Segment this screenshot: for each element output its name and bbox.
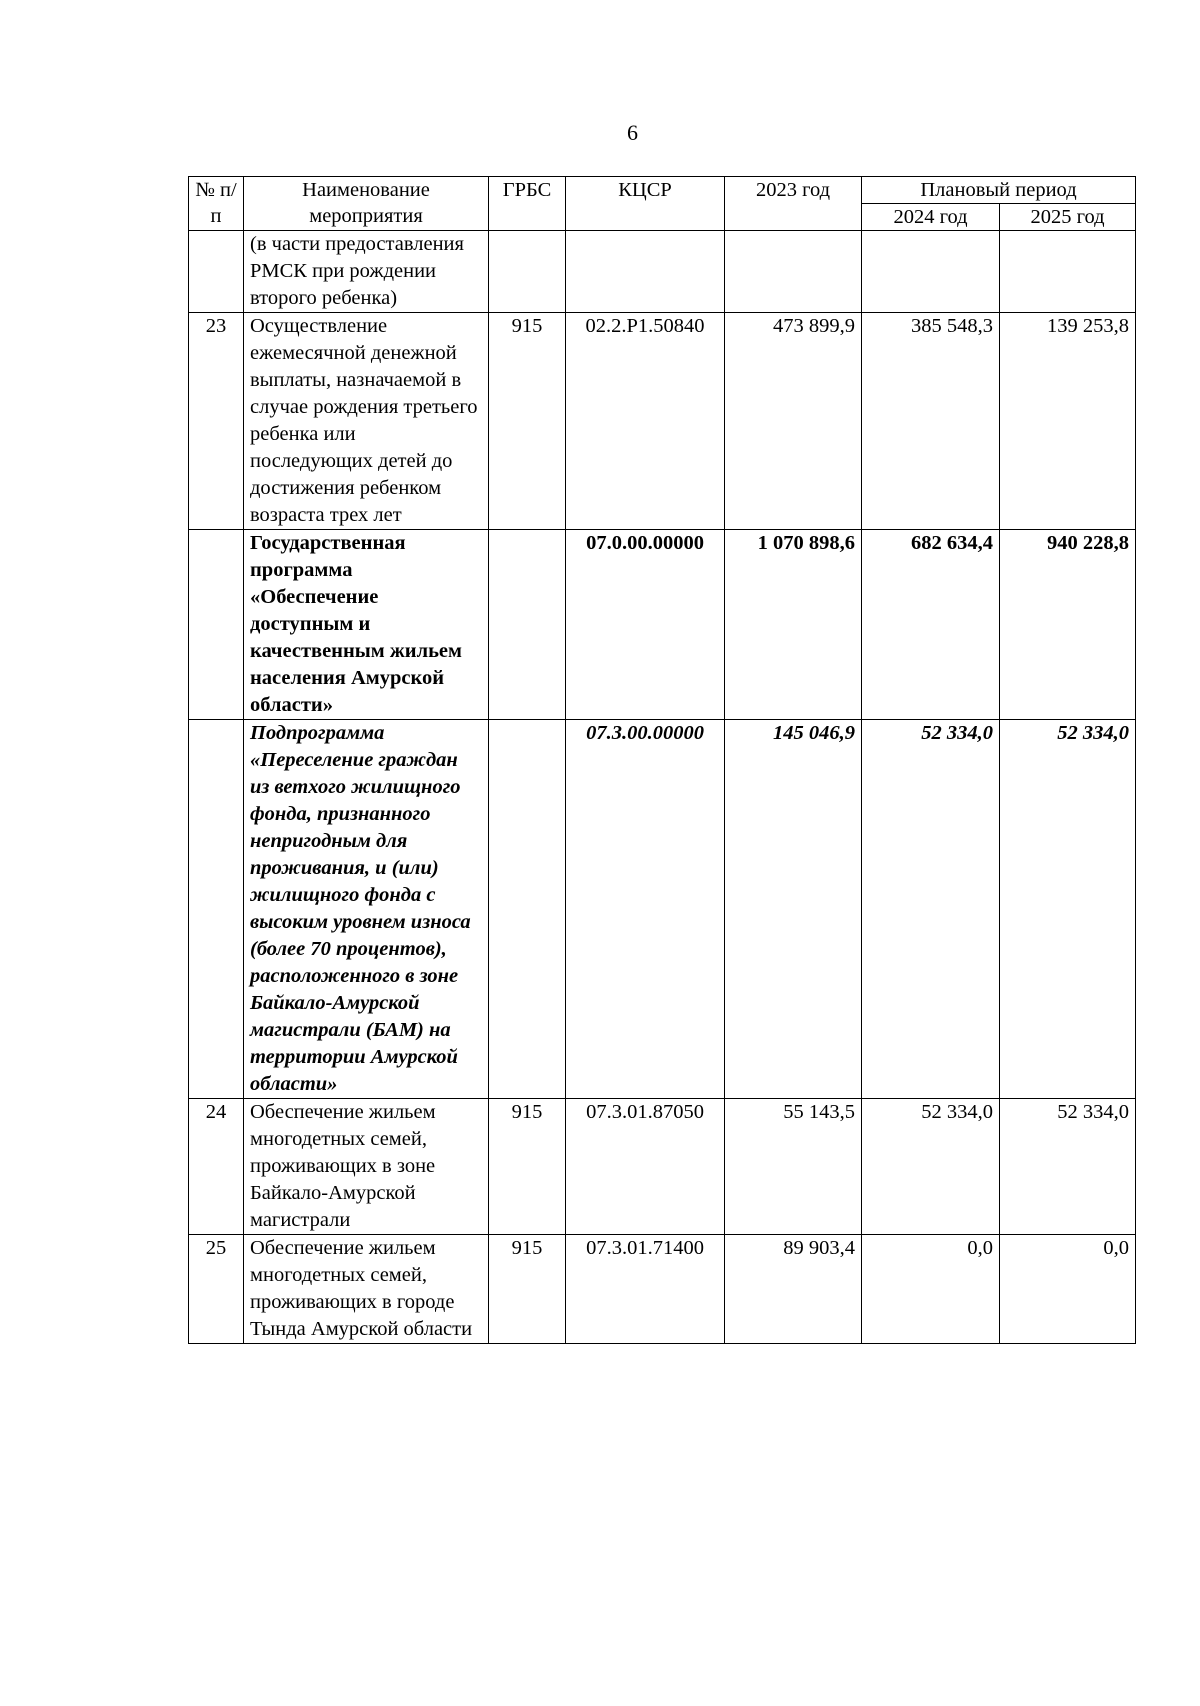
cell-name: (в части предоставления РМСК при рождении второго ребенка) bbox=[244, 231, 489, 313]
cell-num: 23 bbox=[189, 313, 244, 530]
table-header bbox=[189, 177, 1136, 231]
table-row bbox=[189, 313, 1136, 530]
cell-kcsr: 02.2.Р1.50840 bbox=[566, 313, 725, 530]
cell-2025: 0,0 bbox=[1000, 1235, 1136, 1344]
cell-2024: 682 634,4 bbox=[862, 530, 1000, 720]
cell-2025: 139 253,8 bbox=[1000, 313, 1136, 530]
cell-2023 bbox=[725, 231, 862, 313]
cell-2023: 145 046,9 bbox=[725, 720, 862, 1099]
cell-2024: 52 334,0 bbox=[862, 1099, 1000, 1235]
cell-name: Государственная программа «Обеспечение доступным и качественным жильем населения Амурской области» bbox=[244, 530, 489, 720]
cell-name: Обеспечение жильем многодетных семей, проживающих в городе Тында Амурской области bbox=[244, 1235, 489, 1344]
cell-kcsr: 07.3.00.00000 bbox=[566, 720, 725, 1099]
header-planned-period: Плановый период bbox=[862, 177, 1136, 204]
cell-name: Обеспечение жильем многодетных семей, проживающих в зоне Байкало-Амурской магистрали bbox=[244, 1099, 489, 1235]
cell-num: 25 bbox=[189, 1235, 244, 1344]
cell-2025: 52 334,0 bbox=[1000, 720, 1136, 1099]
cell-kcsr: 07.0.00.00000 bbox=[566, 530, 725, 720]
table-row-subprogram bbox=[189, 720, 1136, 1099]
cell-2023: 473 899,9 bbox=[725, 313, 862, 530]
table-row bbox=[189, 1099, 1136, 1235]
cell-grbs: 915 bbox=[489, 1099, 566, 1235]
table-body bbox=[189, 231, 1136, 1344]
page-number: 6 bbox=[627, 120, 638, 145]
cell-2024 bbox=[862, 231, 1000, 313]
cell-2025: 940 228,8 bbox=[1000, 530, 1136, 720]
table-row-program bbox=[189, 530, 1136, 720]
cell-2023: 55 143,5 bbox=[725, 1099, 862, 1235]
header-2024: 2024 год bbox=[862, 204, 1000, 231]
cell-grbs bbox=[489, 720, 566, 1099]
header-num: № п/п bbox=[189, 177, 244, 231]
cell-num bbox=[189, 530, 244, 720]
cell-grbs bbox=[489, 530, 566, 720]
cell-2025 bbox=[1000, 231, 1136, 313]
cell-2024: 385 548,3 bbox=[862, 313, 1000, 530]
cell-2024: 52 334,0 bbox=[862, 720, 1000, 1099]
cell-kcsr: 07.3.01.71400 bbox=[566, 1235, 725, 1344]
header-name: Наименование мероприятия bbox=[244, 177, 489, 231]
table-row bbox=[189, 1235, 1136, 1344]
budget-table bbox=[188, 176, 1136, 1344]
cell-name: Подпрограмма «Переселение граждан из ветхого жилищного фонда, признанного непригодным для проживания, и (или) жилищного фонда с высоким уровнем износа (более 70 процентов), расположенного в зоне Байкало-Амурской магистрали (БАМ) на территории Амурской области» bbox=[244, 720, 489, 1099]
cell-kcsr: 07.3.01.87050 bbox=[566, 1099, 725, 1235]
header-2023: 2023 год bbox=[725, 177, 862, 231]
cell-2024: 0,0 bbox=[862, 1235, 1000, 1344]
cell-grbs: 915 bbox=[489, 313, 566, 530]
cell-kcsr bbox=[566, 231, 725, 313]
cell-num: 24 bbox=[189, 1099, 244, 1235]
cell-num bbox=[189, 720, 244, 1099]
cell-2023: 1 070 898,6 bbox=[725, 530, 862, 720]
cell-num bbox=[189, 231, 244, 313]
cell-2023: 89 903,4 bbox=[725, 1235, 862, 1344]
cell-grbs: 915 bbox=[489, 1235, 566, 1344]
cell-name: Осуществление ежемесячной денежной выплаты, назначаемой в случае рождения третьего ребенка или последующих детей до достижения ребенком возраста трех лет bbox=[244, 313, 489, 530]
header-grbs: ГРБС bbox=[489, 177, 566, 231]
table-row bbox=[189, 231, 1136, 313]
cell-2025: 52 334,0 bbox=[1000, 1099, 1136, 1235]
cell-grbs bbox=[489, 231, 566, 313]
header-2025: 2025 год bbox=[1000, 204, 1136, 231]
header-kcsr: КЦСР bbox=[566, 177, 725, 231]
